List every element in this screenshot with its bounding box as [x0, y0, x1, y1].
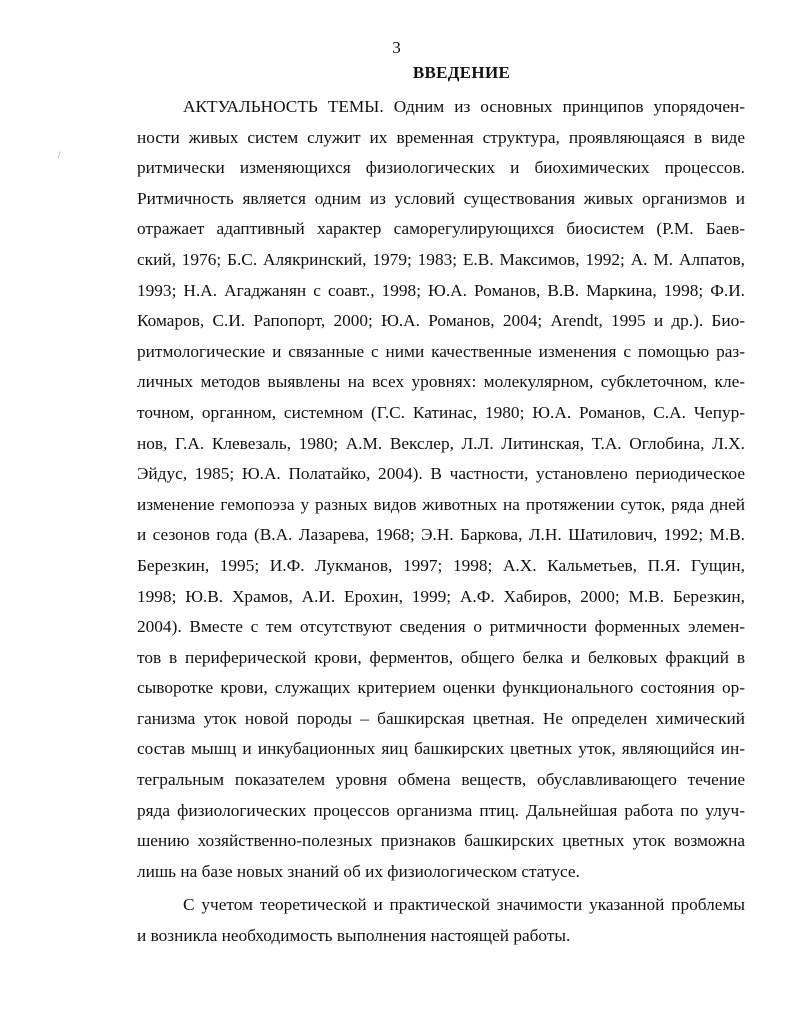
- text-line: Эйдус, 1985; Ю.А. Полатайко, 2004). В частности, установлено периодическое: [137, 464, 745, 484]
- text-line: сыворотке крови, служащих критерием оценки функционального состояния ор-: [137, 678, 745, 698]
- text-line: личных методов выявлены на всех уровнях: молекулярном, субклеточном, кле-: [137, 372, 745, 392]
- paragraph-relevance: [137, 92, 745, 887]
- text-line: Березкин, 1995; И.Ф. Лукманов, 1997; 1998; А.Х. Кальметьев, П.Я. Гущин,: [137, 555, 745, 575]
- text-line: ности живых систем служит их временная структура, проявляющаяся в виде: [137, 127, 745, 147]
- text-line: АКТУАЛЬНОСТЬ ТЕМЫ. Одним из основных принципов упорядочен-: [183, 97, 745, 116]
- paragraph-conclusion: [137, 890, 745, 951]
- text-line: лишь на базе новых знаний об их физиологическом статусе.: [137, 861, 580, 881]
- text-line: С учетом теоретической и практической значимости указанной проблемы: [183, 895, 745, 915]
- text-line: 2004). Вместе с тем отсутствуют сведения о ритмичности форменных элемен-: [137, 617, 745, 637]
- page-number: 3: [392, 38, 401, 57]
- body-text: [137, 92, 745, 952]
- text-line: шению хозяйственно-полезных признаков башкирских цветных уток возможна: [137, 831, 745, 851]
- text-line: ритмологические и связанные с ними качественные изменения с помощью раз-: [137, 341, 745, 361]
- text-line: ряда физиологических процессов организма птиц. Дальнейшая работа по улуч-: [137, 800, 745, 820]
- text-line: нов, Г.А. Клевезаль, 1980; А.М. Векслер, Л.Л. Литинская, Т.А. Оглобина, Л.Х.: [137, 433, 745, 453]
- text-line: Ритмичность является одним из условий существования живых организмов и: [137, 188, 745, 208]
- text-line: Комаров, С.И. Рапопорт, 2000; Ю.А. Романов, 2004; Arendt, 1995 и др.). Био-: [137, 311, 745, 331]
- section-title: ВВЕДЕНИЕ: [412, 63, 511, 82]
- text-line: ритмически изменяющихся физиологических и биохимических процессов.: [137, 158, 745, 178]
- text-line: тегральным показателем уровня обмена веществ, обуславливающего течение: [137, 770, 745, 790]
- text-line: 1998; Ю.В. Храмов, А.И. Ерохин, 1999; А.Ф. Хабиров, 2000; М.В. Березкин,: [137, 586, 745, 606]
- scan-mark: /: [58, 150, 61, 160]
- text-line: ганизма уток новой породы – башкирская цветная. Не определен химический: [137, 708, 745, 728]
- text-line: ский, 1976; Б.С. Алякринский, 1979; 1983; Е.В. Максимов, 1992; А. М. Алпатов,: [137, 249, 745, 269]
- text-line: и возникла необходимость выполнения настоящей работы.: [137, 926, 571, 946]
- text-line: точном, органном, системном (Г.С. Катинас, 1980; Ю.А. Романов, С.А. Чепур-: [137, 402, 745, 422]
- text-line: и сезонов года (В.А. Лазарева, 1968; Э.Н. Баркова, Л.Н. Шатилович, 1992; М.В.: [137, 525, 745, 545]
- text-line: отражает адаптивный характер саморегулирующихся биосистем (Р.М. Баев-: [137, 219, 745, 239]
- text-line: изменение гемопоэза у разных видов животных на протяжении суток, ряда дней: [137, 494, 745, 514]
- text-line: тов в периферической крови, ферментов, общего белка и белковых фракций в: [137, 647, 745, 667]
- text-line: состав мышц и инкубационных яиц башкирских цветных уток, являющийся ин-: [137, 739, 745, 759]
- text-line: 1993; Н.А. Агаджанян с соавт., 1998; Ю.А. Романов, В.В. Маркина, 1998; Ф.И.: [137, 280, 745, 300]
